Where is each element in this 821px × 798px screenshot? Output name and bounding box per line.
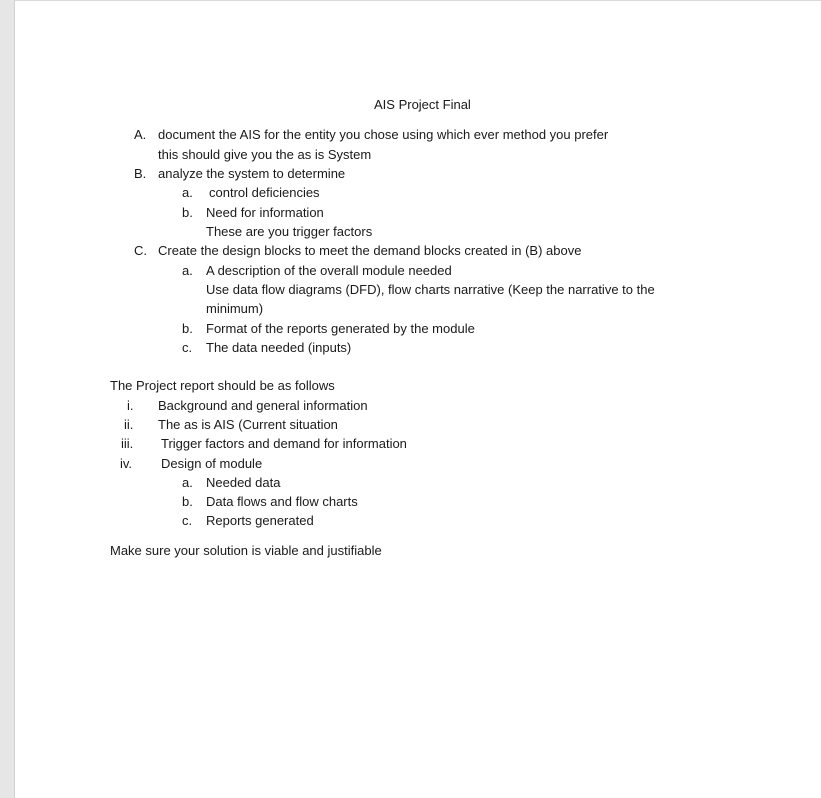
document-title: AIS Project Final	[374, 97, 471, 112]
report-sub-item-text: Needed data	[206, 475, 281, 490]
list-marker-a: A.	[134, 127, 147, 142]
section-c-item-a-note2: minimum)	[206, 301, 264, 316]
report-sub-item-marker: c.	[182, 513, 193, 528]
closing-note: Make sure your solution is viable and justifiable	[110, 543, 382, 558]
section-a-line2: this should give you the as is System	[158, 147, 372, 162]
report-sub-item-marker: a.	[182, 475, 193, 490]
report-item-text: Trigger factors and demand for information	[161, 436, 407, 451]
section-b-item-b-note: These are you trigger factors	[206, 224, 373, 239]
section-b-item-a-text: control deficiencies	[209, 185, 320, 200]
report-item-marker: i.	[127, 398, 134, 413]
report-item-marker: iii.	[121, 436, 134, 451]
section-c-item-b-marker: b.	[182, 321, 193, 336]
list-marker-b: B.	[134, 166, 147, 181]
section-c-item-b-text: Format of the reports generated by the module	[206, 321, 475, 336]
section-a-line1: document the AIS for the entity you chose using which ever method you prefer	[158, 127, 609, 142]
report-item-marker: ii.	[124, 417, 134, 432]
section-b-item-a-marker: a.	[182, 185, 193, 200]
report-item-text: Background and general information	[158, 398, 368, 413]
section-b-item-b-marker: b.	[182, 205, 193, 220]
report-sub-item-text: Reports generated	[206, 513, 314, 528]
section-c-item-a-text: A description of the overall module needed	[206, 263, 452, 278]
section-c-text: Create the design blocks to meet the demand blocks created in (B) above	[158, 243, 582, 258]
document-page	[14, 0, 821, 798]
section-c-item-a-note1: Use data flow diagrams (DFD), flow charts narrative (Keep the narrative to the	[206, 282, 655, 297]
report-sub-item-text: Data flows and flow charts	[206, 494, 358, 509]
section-c-item-a-marker: a.	[182, 263, 193, 278]
section-c-item-c-text: The data needed (inputs)	[206, 340, 352, 355]
list-marker-c: C.	[134, 243, 147, 258]
section-b-text: analyze the system to determine	[158, 166, 346, 181]
report-item-text: Design of module	[161, 456, 263, 471]
section-c-item-c-marker: c.	[182, 340, 193, 355]
report-sub-item-marker: b.	[182, 494, 193, 509]
report-item-text: The as is AIS (Current situation	[158, 417, 338, 432]
report-item-marker: iv.	[120, 456, 133, 471]
section-b-item-b-text: Need for information	[206, 205, 324, 220]
report-heading: The Project report should be as follows	[110, 378, 335, 393]
